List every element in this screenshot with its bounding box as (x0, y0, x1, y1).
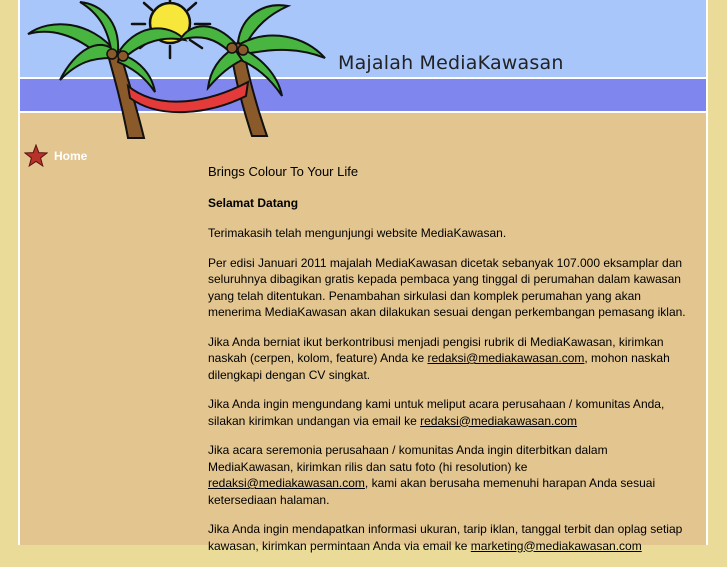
marketing-email-link[interactable]: marketing@mediakawasan.com (470, 538, 642, 553)
circulation-paragraph: Per edisi Januari 2011 majalah MediaKawasan dicetak sebanyak 107.000 eksamplar dan seluruhnya dibagikan gratis kepada pembaca yang tinggal di perumahan dalam kawasan yang telah ditentukan. Penambahan sirkulasi dan komplek perumahan yang akan menerima MediaKawasan akan dilakukan sesuai dengan perkembangan pemasang iklan. (208, 255, 686, 319)
tagline: Brings Colour To Your Life (208, 164, 359, 179)
main-content (208, 160, 688, 567)
page-frame (18, 0, 708, 553)
site-title: Majalah MediaKawasan (338, 52, 564, 74)
nav-bar (24, 145, 87, 167)
press-release-text: Jika acara seremonia perusahaan / komunitas Anda ingin diterbitkan dalam MediaKawasan, kirimkan rilis dan satu foto (hi resolution) ke (208, 443, 608, 474)
advertising-paragraph (208, 521, 688, 554)
advertising-text: Jika Anda ingin mendapatkan informasi ukuran, tarip iklan, tanggal terbit dan oplag setiap kawasan, kirimkan permintaan Anda via email ke (208, 522, 683, 553)
invitation-paragraph (208, 396, 688, 429)
press-release-text-end: , kami akan berusaha memenuhi harapan Anda sesuai ketersediaan halaman. (208, 476, 656, 507)
nav-home-link[interactable]: Home (54, 149, 88, 163)
contribution-paragraph (208, 334, 688, 384)
redaksi-email-link-3[interactable]: redaksi@mediakawasan.com (208, 476, 365, 490)
contribution-text: Jika Anda berniat ikut berkontribusi menjadi pengisi rubrik di MediaKawasan, kirimkan naskah (cerpen, kolom, feature) Anda ke (208, 334, 664, 365)
intro-paragraph: Terimakasih telah mengunjungi website MediaKawasan. (208, 226, 507, 240)
star-icon (24, 144, 48, 168)
press-release-paragraph (208, 442, 688, 508)
contribution-text-end: , mohon naskah dilengkapi dengan CV singkat. (208, 351, 670, 382)
invitation-text: Jika Anda ingin mengundang kami untuk meliput acara perusahaan / komunitas Anda, silakan kirimkan undangan via email ke (208, 397, 665, 428)
redaksi-email-link-1[interactable]: redaksi@mediakawasan.com (427, 351, 585, 365)
welcome-heading: Selamat Datang (208, 195, 299, 210)
redaksi-email-link-2[interactable]: redaksi@mediakawasan.com (420, 413, 578, 428)
